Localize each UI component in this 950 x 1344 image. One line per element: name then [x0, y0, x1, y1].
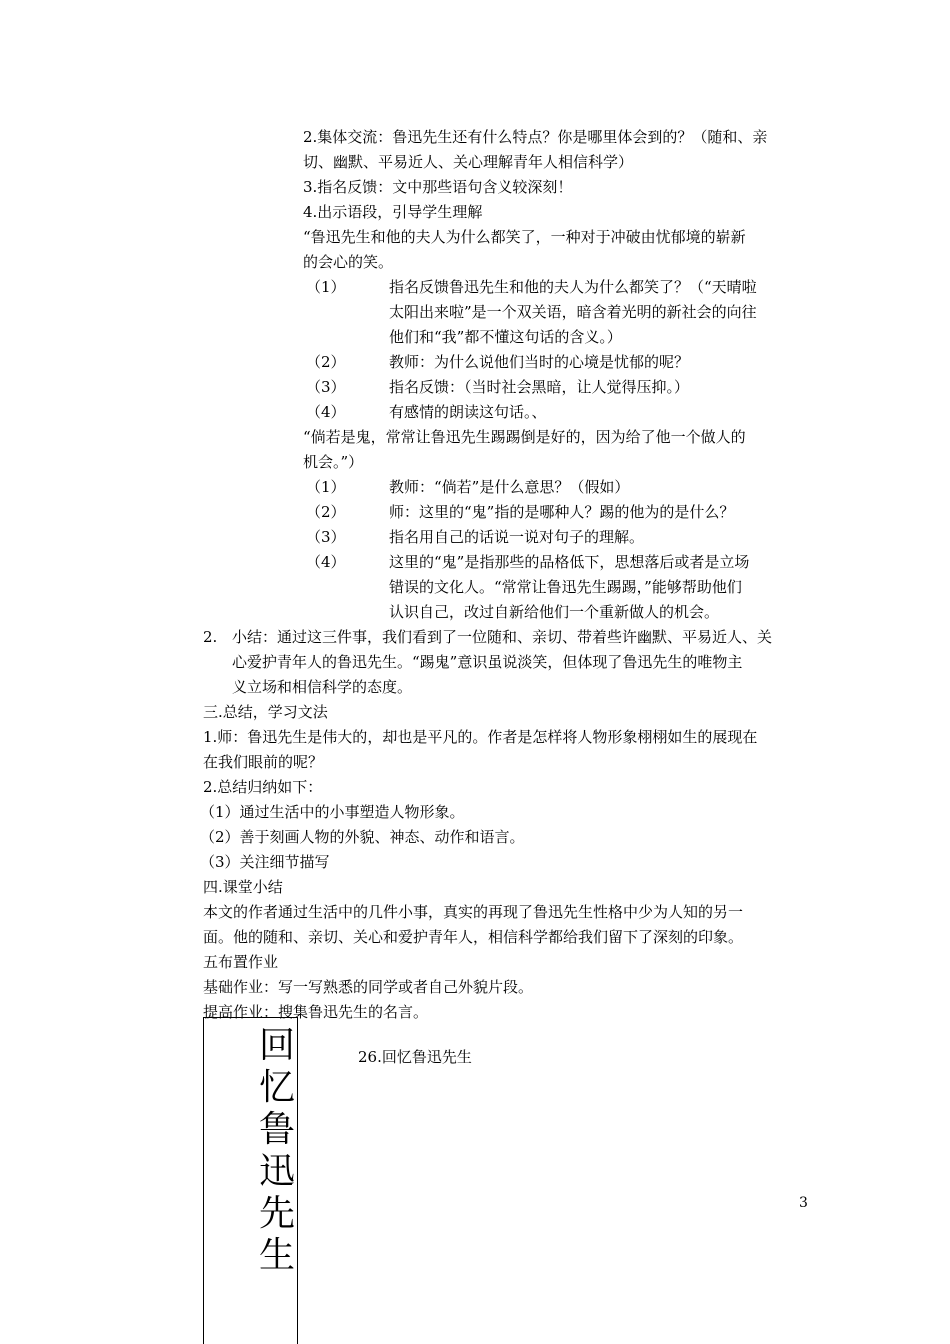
list-item: （2）善于刻画人物的外貌、神态、动作和语言。 [200, 828, 525, 846]
list-item-line: 错误的文化人。“常常让鲁迅先生踢踢，”能够帮助他们 [389, 578, 742, 596]
paragraph-line: 3.指名反馈：文中那些语句含义较深刻！ [303, 178, 573, 196]
summary-number: 2. [203, 628, 218, 646]
list-item-line: 师：这里的“鬼”指的是哪种人？踢的他为的是什么？ [389, 503, 735, 521]
quote-line: “倘若是鬼，常常让鲁迅先生踢踢倒是好的，因为给了他一个做人的 [303, 428, 746, 446]
list-number: （3） [306, 528, 346, 546]
list-item-line: 他们和“我”都不懂这句话的含义。） [389, 328, 622, 346]
list-item-line: 太阳出来啦”是一个双关语，暗含着光明的新社会的向往 [389, 303, 757, 321]
homework-advanced: 提高作业：搜集鲁迅先生的名言。 [203, 1003, 429, 1021]
vertical-title-char: 回 [258, 1025, 295, 1066]
paragraph-line: 4.出示语段，引导学生理解 [303, 203, 483, 221]
summary-line: 小结：通过这三件事，我们看到了一位随和、亲切、带着些许幽默、平易近人、关 [232, 628, 773, 646]
section-heading: 三.总结，学习文法 [203, 703, 328, 721]
section-heading: 五布置作业 [203, 953, 279, 971]
homework-basic: 基础作业：写一写熟悉的同学或者自己外貌片段。 [203, 978, 534, 996]
board-title: 26.回忆鲁迅先生 [358, 1048, 472, 1066]
vertical-title-char: 鲁 [258, 1109, 295, 1150]
list-number: （2） [306, 353, 346, 371]
quote-line: “鲁迅先生和他的夫人为什么都笑了，一种对于冲破由忧郁境的崭新 [303, 228, 746, 246]
list-item-line: 教师：“倘若”是什么意思？（假如） [389, 478, 630, 496]
vertical-title-char: 迅 [258, 1151, 295, 1192]
paragraph-line: 切、幽默、平易近人、关心理解青年人相信科学） [303, 153, 634, 171]
list-number: （3） [306, 378, 346, 396]
quote-line: 机会。”） [303, 453, 364, 471]
paragraph-line: 在我们眼前的呢？ [203, 753, 324, 771]
paragraph-line: 面。他的随和、亲切、关心和爱护青年人，相信科学都给我们留下了深刻的印象。 [203, 928, 744, 946]
list-item-line: 认识自己，改过自新给他们一个重新做人的机会。 [389, 603, 720, 621]
list-item-line: 指名反馈：（当时社会黑暗，让人觉得压抑。） [389, 378, 690, 396]
page-number: 3 [799, 1195, 808, 1211]
list-item-line: 教师：为什么说他们当时的心境是忧郁的呢？ [389, 353, 690, 371]
list-number: （4） [306, 403, 346, 421]
list-item-line: 有感情的朗读这句话。、 [389, 403, 547, 421]
list-item-line: 这里的“鬼”是指那些的品格低下，思想落后或者是立场 [389, 553, 750, 571]
list-item: （1）通过生活中的小事塑造人物形象。 [200, 803, 465, 821]
vertical-title-char: 先 [258, 1193, 295, 1234]
paragraph-line: 1.师：鲁迅先生是伟大的，却也是平凡的。作者是怎样将人物形象栩栩如生的展现在 [203, 728, 758, 746]
list-number: （1） [306, 278, 346, 296]
list-number: （2） [306, 503, 346, 521]
summary-line: 心爱护青年人的鲁迅先生。“踢鬼”意识虽说淡笑，但体现了鲁迅先生的唯物主 [232, 653, 743, 671]
paragraph-line: 本文的作者通过生活中的几件小事，真实的再现了鲁迅先生性格中少为人知的另一 [203, 903, 744, 921]
vertical-title-char: 生 [258, 1235, 295, 1276]
paragraph-line: 2.总结归纳如下： [203, 778, 323, 796]
quote-line: 的会心的笑。 [303, 253, 394, 271]
vertical-title [257, 1025, 297, 1277]
paragraph-line: 2.集体交流：鲁迅先生还有什么特点？你是哪里体会到的？（随和、亲 [303, 128, 768, 146]
section-heading: 四.课堂小结 [203, 878, 283, 896]
list-number: （1） [306, 478, 346, 496]
list-item-line: 指名用自己的话说一说对句子的理解。 [389, 528, 645, 546]
summary-line: 义立场和相信科学的态度。 [232, 678, 413, 696]
list-item: （3）关注细节描写 [200, 853, 330, 871]
list-number: （4） [306, 553, 346, 571]
list-item-line: 指名反馈鲁迅先生和他的夫人为什么都笑了？（“天晴啦 [389, 278, 757, 296]
vertical-title-char: 忆 [258, 1067, 295, 1108]
